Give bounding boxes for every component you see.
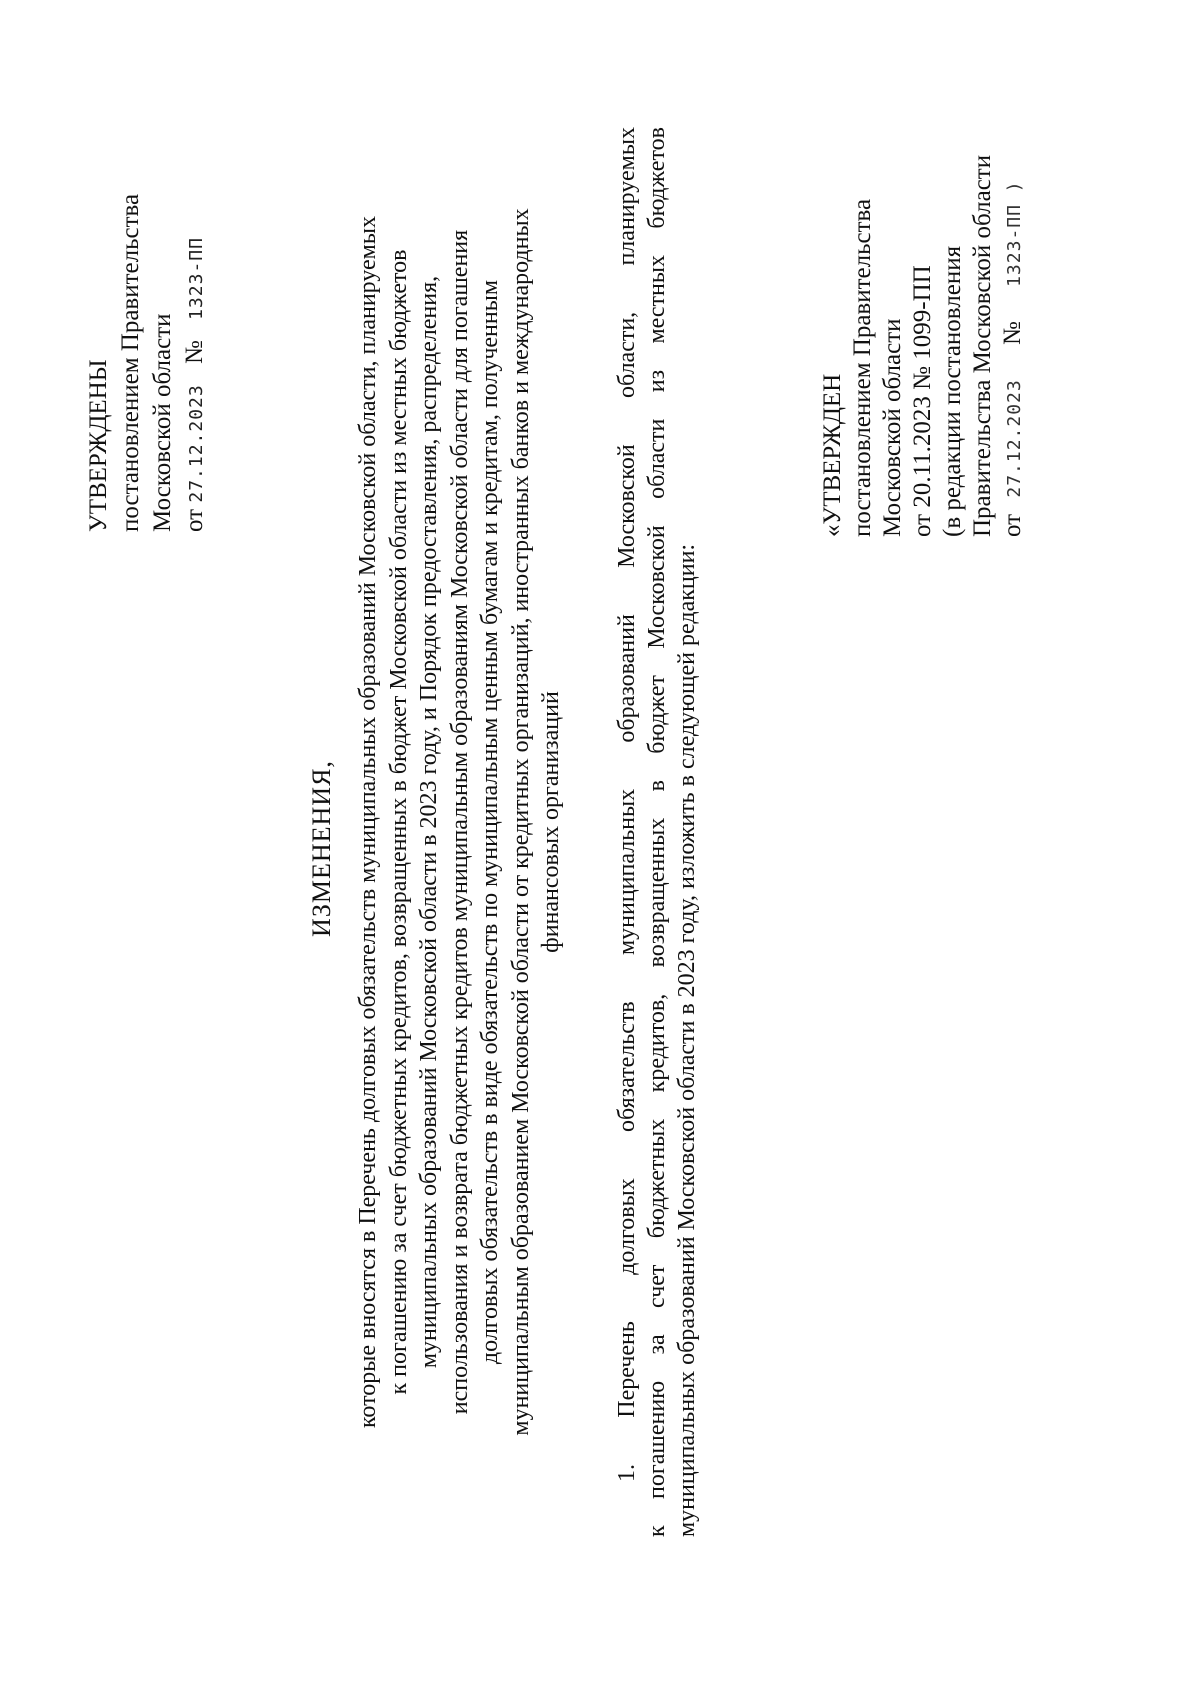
paragraph-line-1 xyxy=(612,127,642,1537)
word: из xyxy=(644,369,670,393)
approval-number: 1323-ПП xyxy=(186,237,207,320)
approval-region: Московской области xyxy=(149,313,176,532)
subtitle-line: муниципальным образованием Московской области от кредитных организаций, иностранных банков и международных xyxy=(507,208,534,1436)
approval-revision-note: (в редакции постановления xyxy=(939,245,966,537)
approval-region: Московской области xyxy=(879,318,906,537)
approval-revision-date-line xyxy=(998,155,1030,537)
word: Московской xyxy=(614,444,640,568)
approval-authority: постановлением Правительства xyxy=(117,193,144,532)
approval-heading: УТВЕРЖДЕНЫ xyxy=(85,359,112,532)
word: местных xyxy=(644,254,670,344)
number-sign: № xyxy=(999,321,1026,346)
amendment-paragraph xyxy=(612,127,702,1537)
approval-original-date: от 20.11.2023 № 1099-ПП xyxy=(909,265,936,537)
word: планируемых xyxy=(614,127,640,266)
subtitle-line: которые вносятся в Перечень долговых обязательств муниципальных образований Московской области, планируемых xyxy=(355,216,381,1429)
approval-date: 27.12.2023 xyxy=(1004,379,1025,498)
word: за xyxy=(644,1334,670,1355)
document-title: ИЗМЕНЕНИЯ, xyxy=(307,760,336,937)
number-sign: № xyxy=(181,340,208,365)
approval-heading: «УТВЕРЖДЕН xyxy=(819,373,846,537)
approval-revision-authority: Правительства Московской области xyxy=(969,154,996,537)
word: образований xyxy=(614,614,640,743)
word: бюджет xyxy=(644,675,670,754)
word: в xyxy=(644,780,670,792)
word: погашению xyxy=(644,1380,670,1499)
word: кредитов, xyxy=(644,993,670,1093)
word: долговых xyxy=(614,1178,640,1275)
word: 1. xyxy=(614,1464,640,1482)
approval-date-line xyxy=(180,194,212,532)
word: обязательств xyxy=(614,1001,640,1133)
word: счет xyxy=(644,1264,670,1308)
document-subtitle xyxy=(353,127,567,1517)
date-prefix: от xyxy=(181,508,208,532)
approval-number: 1323-ПП ) xyxy=(1004,180,1025,287)
word: бюджетов xyxy=(644,127,670,229)
subtitle-line: долговых обязательств в виде обязательств по муниципальным ценным бумагам и кредитам, полученным xyxy=(477,279,503,1365)
word: Московской xyxy=(644,525,670,649)
word: области, xyxy=(614,311,640,399)
subtitle-line: муниципальных образований Московской области в 2023 году, и Порядок предоставления, распределения, xyxy=(416,275,442,1369)
word: муниципальных xyxy=(614,788,640,956)
word: к xyxy=(644,1525,670,1537)
word: возвращенных xyxy=(644,817,670,968)
approval-stamp-top xyxy=(84,194,214,532)
subtitle-line: к погашению за счет бюджетных кредитов, возвращенных в бюджет Московской области из местных бюджетов xyxy=(385,249,412,1395)
word: Перечень xyxy=(614,1321,640,1418)
subtitle-line: использования и возврата бюджетных кредитов муниципальным образованиям Московской области для погашения xyxy=(446,229,473,1415)
paragraph-line-3: муниципальных образований Московской области в 2023 году, изложить в следующей редакции: xyxy=(674,543,700,1537)
approval-authority: постановлением Правительства xyxy=(849,198,876,537)
approval-date: 27.12.2023 xyxy=(186,384,207,503)
subtitle-line: финансовых организаций xyxy=(538,691,564,953)
word: области xyxy=(644,418,670,499)
approval-stamp-bottom xyxy=(818,155,1030,537)
word: бюджетных xyxy=(644,1118,670,1239)
date-prefix: от xyxy=(999,513,1026,537)
paragraph-line-2 xyxy=(642,127,672,1537)
